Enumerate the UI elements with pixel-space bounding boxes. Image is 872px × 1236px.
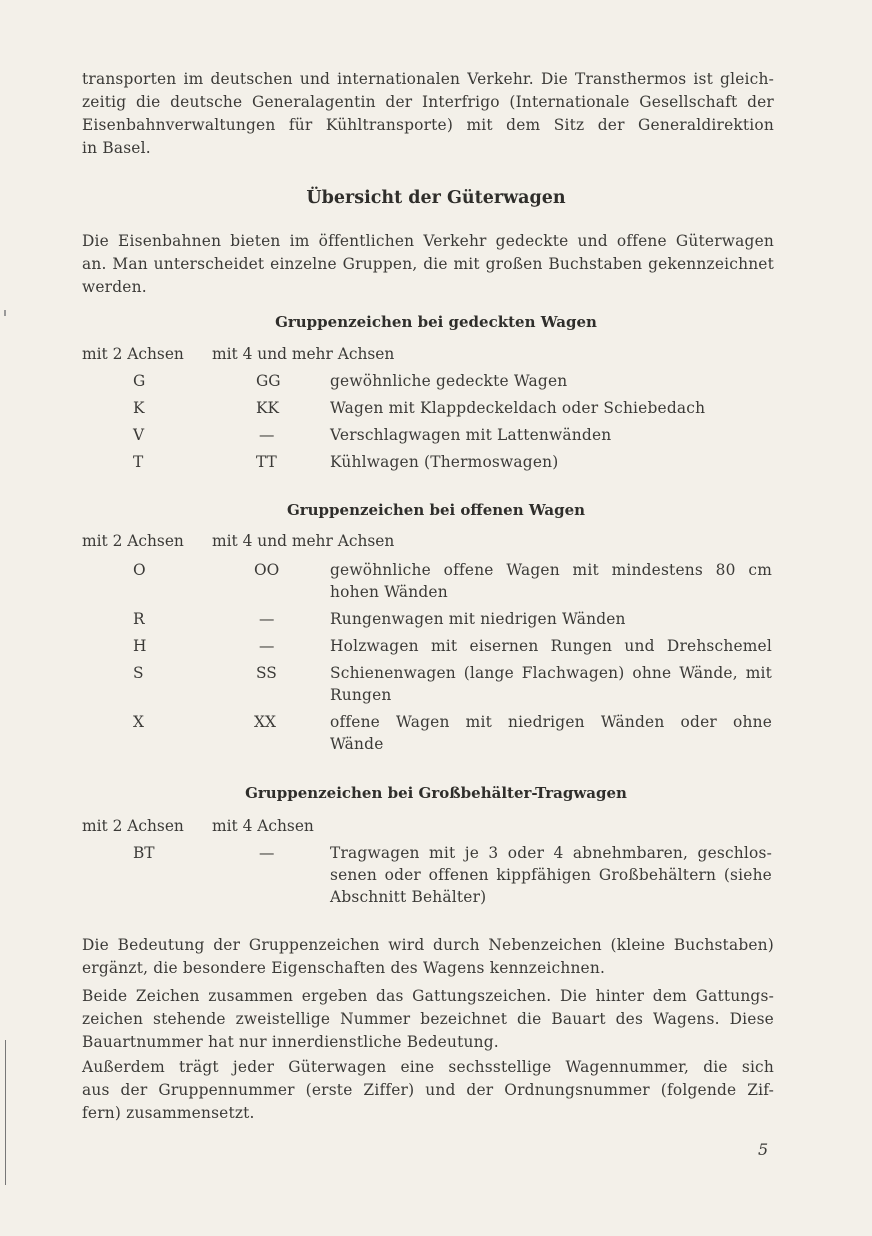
code-4-achsen: — [259, 426, 275, 444]
scan-dust-mark [4, 310, 6, 316]
code-2-achsen: T [133, 453, 144, 471]
text-line: Abschnitt Behälter) [330, 888, 487, 906]
code-4-achsen: OO [254, 561, 280, 579]
code-2-achsen: BT [133, 844, 155, 862]
text-line: transporten im deutschen und internationalen Verkehr. Die Transthermos ist gleich- [82, 70, 774, 88]
text-line: hohen Wänden [330, 583, 448, 601]
code-2-achsen: V [133, 426, 145, 444]
paragraph-1 [82, 230, 774, 299]
text-line: Die Bedeutung der Gruppenzeichen wird durch Nebenzeichen (kleine Buchstaben) [82, 936, 774, 954]
code-2-achsen: O [133, 561, 146, 579]
text-line: an. Man unterscheidet einzelne Gruppen, die mit großen Buchstaben gekennzeichnet [82, 255, 774, 273]
paragraph-2 [82, 934, 774, 980]
description [330, 711, 772, 755]
text-line: zeitig die deutsche Generalagentin der Interfrigo (Internationale Gesellschaft der [82, 93, 774, 111]
code-4-achsen: — [259, 844, 275, 862]
text-line: senen oder offenen kippfähigen Großbehältern (siehe [330, 866, 772, 884]
description [330, 559, 772, 603]
code-2-achsen: S [133, 664, 144, 682]
column-header-4-achsen: mit 4 und mehr Achsen [212, 345, 395, 363]
text-line: zeichen stehende zweistellige Nummer bezeichnet die Bauart des Wagens. Diese [82, 1010, 774, 1028]
text-line: Eisenbahnverwaltungen für Kühltransporte) mit dem Sitz der Generaldirektion [82, 116, 774, 134]
text-line: in Basel. [82, 139, 151, 157]
code-4-achsen: SS [256, 664, 277, 682]
code-4-achsen: — [259, 610, 275, 628]
section-heading: Gruppenzeichen bei gedeckten Wagen [275, 313, 597, 331]
scan-edge-line [5, 1040, 6, 1185]
text-line: aus der Gruppennummer (erste Ziffer) und der Ordnungsnummer (folgende Zif- [82, 1081, 774, 1099]
code-4-achsen: TT [256, 453, 277, 471]
column-header-2-achsen: mit 2 Achsen [82, 532, 184, 550]
code-4-achsen: KK [256, 399, 279, 417]
code-2-achsen: K [133, 399, 145, 417]
code-4-achsen: XX [254, 713, 276, 731]
description: Verschlagwagen mit Lattenwänden [330, 426, 612, 444]
paragraph-4 [82, 1056, 774, 1125]
column-header-4-achsen: mit 4 Achsen [212, 817, 314, 835]
column-header-2-achsen: mit 2 Achsen [82, 345, 184, 363]
code-4-achsen: GG [256, 372, 281, 390]
description: gewöhnliche gedeckte Wagen [330, 372, 568, 390]
code-2-achsen: X [133, 713, 144, 731]
text-line: Tragwagen mit je 3 oder 4 abnehmbaren, geschlos- [330, 844, 772, 862]
description: Kühlwagen (Thermoswagen) [330, 453, 559, 471]
code-2-achsen: R [133, 610, 145, 628]
description: Rungenwagen mit niedrigen Wänden [330, 610, 626, 628]
description [330, 635, 772, 657]
text-line: Wände [330, 735, 384, 753]
text-line: Außerdem trägt jeder Güterwagen eine sechsstellige Wagennummer, die sich [82, 1058, 774, 1076]
page-number: 5 [758, 1140, 769, 1159]
text-line: Die Eisenbahnen bieten im öffentlichen Verkehr gedeckte und offene Güterwagen [82, 232, 774, 250]
column-header-2-achsen: mit 2 Achsen [82, 817, 184, 835]
text-line: Holzwagen mit eisernen Rungen und Drehschemel [330, 637, 772, 655]
code-4-achsen: — [259, 637, 275, 655]
code-2-achsen: G [133, 372, 146, 390]
text-line: ergänzt, die besondere Eigenschaften des Wagens kennzeichnen. [82, 959, 606, 977]
section-heading: Gruppenzeichen bei Großbehälter-Tragwagen [245, 784, 627, 802]
description: Wagen mit Klappdeckeldach oder Schiebedach [330, 399, 706, 417]
code-2-achsen: H [133, 637, 147, 655]
description [330, 662, 772, 706]
text-line: Beide Zeichen zusammen ergeben das Gattungszeichen. Die hinter dem Gattungs- [82, 987, 774, 1005]
text-line: gewöhnliche offene Wagen mit mindestens 80 cm [330, 561, 772, 579]
description [330, 842, 772, 908]
text-line: offene Wagen mit niedrigen Wänden oder ohne [330, 713, 772, 731]
text-line: Schienenwagen (lange Flachwagen) ohne Wände, mit [330, 664, 772, 682]
text-line: Bauartnummer hat nur innerdienstliche Bedeutung. [82, 1033, 499, 1051]
page-title: Übersicht der Güterwagen [306, 188, 566, 208]
column-header-4-achsen: mit 4 und mehr Achsen [212, 532, 395, 550]
section-heading: Gruppenzeichen bei offenen Wagen [286, 501, 586, 519]
text-line: fern) zusammensetzt. [82, 1104, 255, 1122]
text-line: werden. [82, 278, 147, 296]
paragraph-3 [82, 985, 774, 1054]
intro-paragraph [82, 68, 774, 160]
text-line: Rungen [330, 686, 392, 704]
